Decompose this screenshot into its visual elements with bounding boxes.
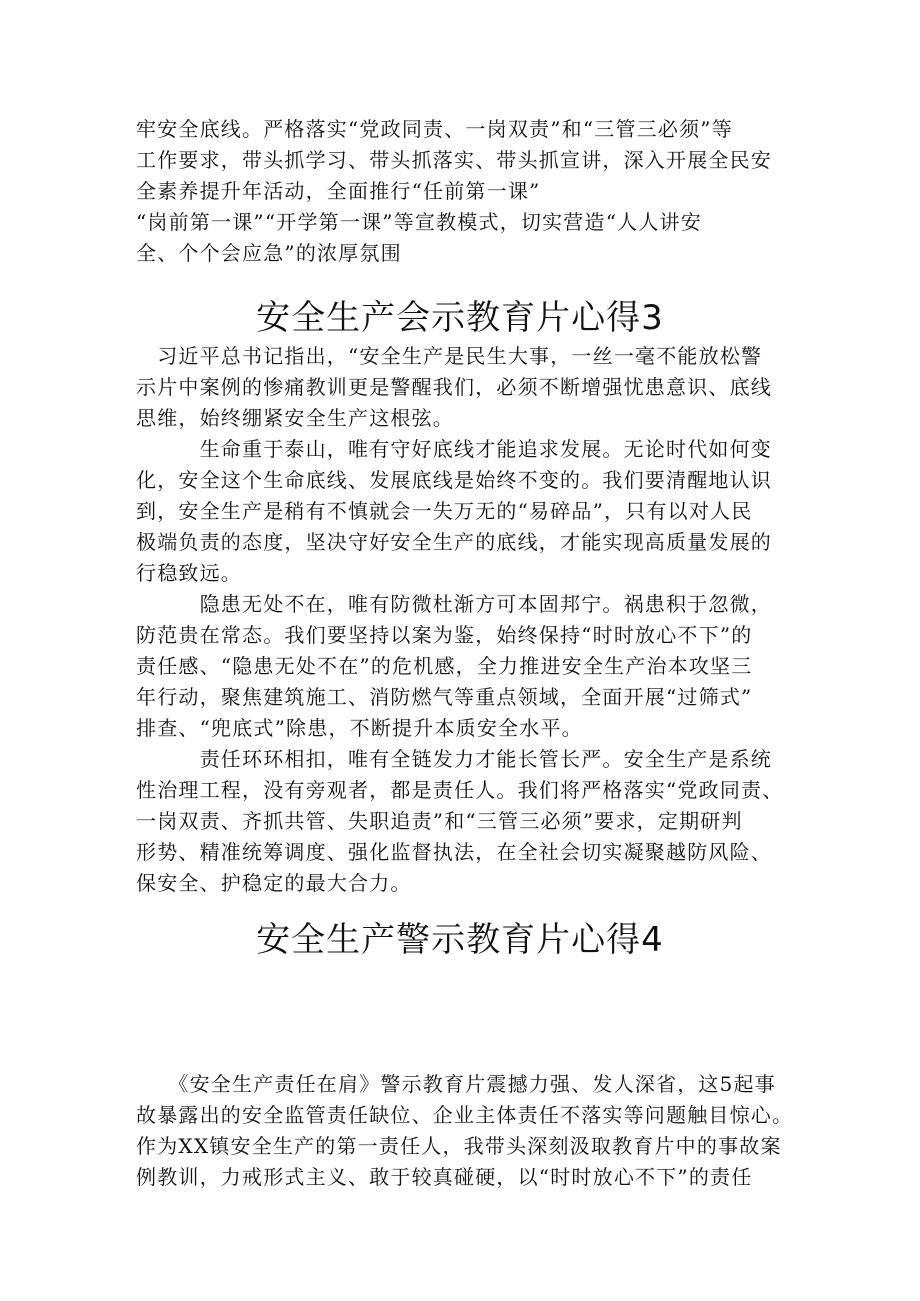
section-3-paragraph-2: [136, 434, 796, 589]
section-3-paragraph-1: [136, 341, 796, 434]
text-line: 保安全、护稳定的最大合力。: [136, 871, 412, 895]
text-line: 《安全生产责任在肩》警示教育片震撼力强、发人深省，这5起事: [136, 1072, 776, 1096]
text-line: 全、个个会应急”的浓厚氛围: [136, 241, 402, 265]
intro-paragraph: [136, 114, 796, 269]
text-line: 作为XX镇安全生产的第一责任人，我带头深刻汲取教育片中的事故案: [136, 1134, 782, 1158]
text-line: 年行动，聚焦建筑施工、消防燃气等重点领域，全面开展“过筛式”: [136, 685, 753, 709]
text-line: 责任环环相扣，唯有全链发力才能长管长严。安全生产是系统: [136, 747, 772, 771]
text-line: 故暴露出的安全监管责任缺位、企业主体责任不落实等问题触目惊心。: [136, 1103, 794, 1127]
text-line: 生命重于泰山，唯有守好底线才能追求发展。无论时代如何变: [136, 437, 772, 461]
text-line: 例教训，力戒形式主义、敢于较真碰硬，以“时时放心不下”的责任: [136, 1165, 753, 1189]
text-line: 性治理工程，没有旁观者，都是责任人。我们将严格落实“党政同责、: [136, 778, 784, 802]
text-line: 行稳致远。: [136, 561, 242, 585]
text-line: 防范贵在常态。我们要坚持以案为鉴，始终保持“时时放心不下”的: [136, 623, 753, 647]
text-line: 形势、精准统筹调度、强化监督执法，在全社会切实凝聚越防风险、: [136, 840, 772, 864]
section-3-title: 安全生产会示教育片心得3: [256, 298, 664, 338]
text-line: 示片中案例的惨痛教训更是警醒我们，必须不断增强忧患意识、底线: [136, 375, 772, 399]
section-3-paragraph-3: [136, 589, 796, 744]
text-line: 排查、“兜底式”除患，不断提升本质安全水平。: [136, 716, 583, 740]
text-line: 极端负责的态度，坚决守好安全生产的底线，才能实现高质量发展的: [136, 530, 772, 554]
text-line: 思维，始终绷紧安全生产这根弦。: [136, 406, 454, 430]
text-line: “岗前第一课”“开学第一课”等宣教模式，切实营造“人人讲安: [136, 210, 702, 234]
section-4-body: [136, 1069, 796, 1193]
text-line: 一岗双责、齐抓共管、失职追责”和“三管三必须”要求，定期研判: [136, 809, 743, 833]
section-3-paragraph-4: [136, 744, 796, 899]
text-line: 工作要求，带头抓学习、带头抓落实、带头抓宣讲，深入开展全民安: [136, 148, 772, 172]
text-line: 责任感、“隐患无处不在”的危机感，全力推进安全生产治本攻坚三: [136, 654, 753, 678]
text-line: 到，安全生产是稍有不慎就会一失万无的“易碎品”，只有以对人民: [136, 499, 753, 523]
section-4-title: 安全生产警示教育片心得4: [256, 920, 664, 960]
text-line: 全素养提升年活动，全面推行“任前第一课”: [136, 179, 541, 203]
text-line: 习近平总书记指出，“安全生产是民生大事，一丝一毫不能放松警: [136, 344, 763, 368]
text-line: 牢安全底线。严格落实“党政同责、一岗双责”和“三管三必须”等: [136, 117, 733, 141]
section-4-paragraph-1: [136, 1069, 796, 1193]
text-line: 隐患无处不在，唯有防微杜渐方可本固邦宁。祸患积于忽微，: [136, 592, 772, 616]
section-3-body: [136, 341, 796, 899]
text-line: 化，安全这个生命底线、发展底线是始终不变的。我们要清醒地认识: [136, 468, 772, 492]
